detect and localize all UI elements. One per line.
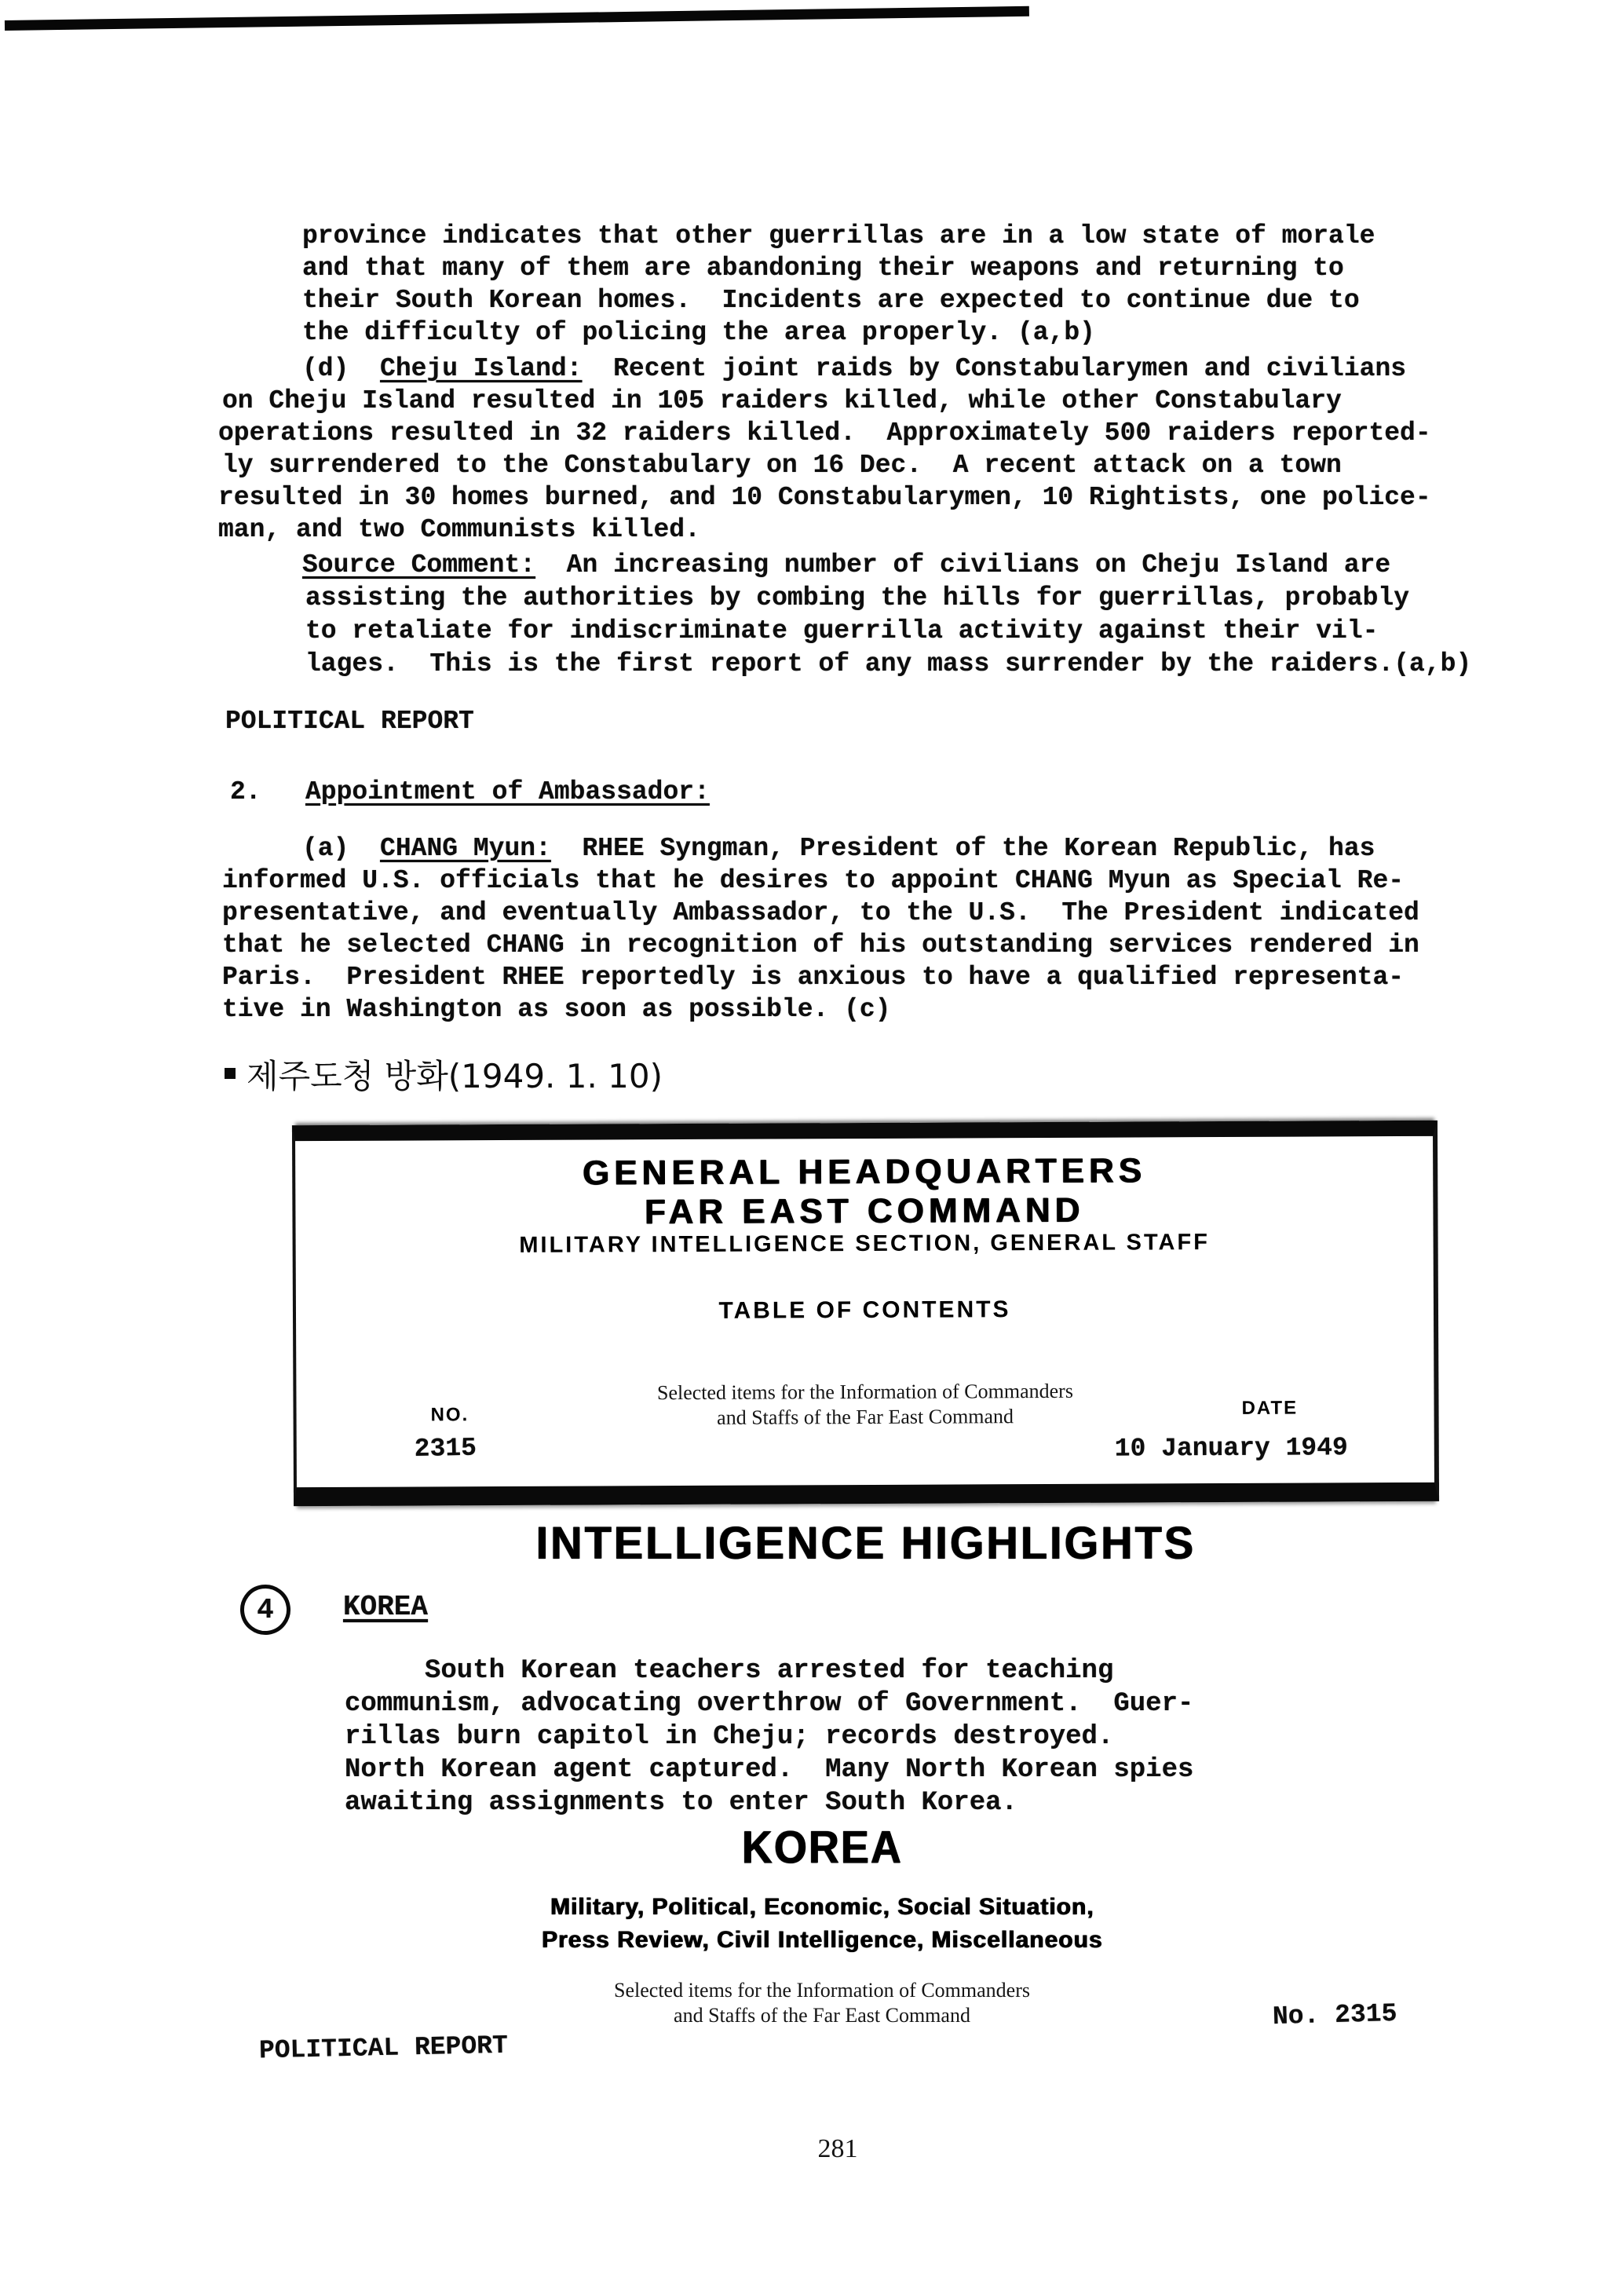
memo-line: informed U.S. officials that he desires to appoint CHANG Myun as Special Re- — [222, 866, 1405, 895]
appointment-of-ambassador-heading: Appointment of Ambassador: — [305, 777, 710, 806]
issue-number-value: 2315 — [414, 1433, 477, 1464]
summary-line: North Korean agent captured. Many North Korean spies — [345, 1755, 1194, 1785]
memo-line: the difficulty of policing the area properly. (a,b) — [302, 318, 1095, 347]
memo-line: that he selected CHANG in recognition of his outstanding services rendered in — [222, 930, 1419, 960]
summary-line: rillas burn capitol in Cheju; records destroyed. — [345, 1722, 1114, 1752]
toc-subtitle-line2: and Staffs of the Far East Command — [717, 1405, 1014, 1429]
memo-line: lages. This is the first report of any mass surrender by the raiders.(a,b) — [305, 649, 1472, 678]
scan-artifact-line — [5, 6, 1029, 31]
korea-banner-title: KOREA — [741, 1822, 903, 1874]
korea-section-heading: KOREA — [343, 1591, 429, 1623]
chang-myun-heading: CHANG Myun: — [380, 834, 551, 863]
circled-number-text: 4 — [257, 1593, 274, 1626]
table-of-contents-box — [292, 1121, 1439, 1506]
source-comment-heading: Source Comment: — [302, 550, 536, 579]
korea-note-line1: Selected items for the Information of Commanders — [614, 1979, 1030, 2002]
square-bullet-icon — [225, 1068, 236, 1079]
political-report-heading-bottom: POLITICAL REPORT — [258, 2031, 509, 2066]
memo-line: assisting the authorities by combing the hills for guerrillas, probably — [305, 583, 1410, 612]
memo-line: Paris. President RHEE reportedly is anxious to have a qualified representa- — [222, 963, 1405, 992]
korean-annotation-text: 제주도청 방화(1949. 1. 10) — [247, 1057, 663, 1095]
table-of-contents-title: TABLE OF CONTENTS — [718, 1296, 1011, 1324]
item-label: (d) — [302, 354, 381, 383]
korean-annotation — [225, 1051, 663, 1098]
memo-line: presentative, and eventually Ambassador, to the U.S. The President indicated — [222, 898, 1419, 927]
memo-line: and that many of them are abandoning their weapons and returning to — [302, 254, 1344, 283]
org-name-line1: GENERAL HEADQUARTERS — [582, 1151, 1146, 1193]
toc-subtitle-line1: Selected items for the Information of Commanders — [656, 1379, 1073, 1405]
cheju-island-heading: Cheju Island: — [380, 354, 583, 383]
intelligence-highlights-title: INTELLIGENCE HIGHLIGHTS — [535, 1516, 1196, 1569]
item-number: 2. — [230, 777, 261, 806]
korea-banner-subtitle2: Press Review, Civil Intelligence, Miscellaneous — [541, 1927, 1103, 1953]
memo-line: operations resulted in 32 raiders killed. Approximately 500 raiders reported- — [218, 419, 1431, 448]
circled-item-number — [237, 1581, 294, 1638]
memo-line-cheju-first: (d) Cheju Island: Recent joint raids by Constabularymen and civilians — [302, 354, 1407, 383]
memo-line: their South Korean homes. Incidents are expected to continue due to — [302, 286, 1360, 315]
issue-number-bottom: No. 2315 — [1272, 1998, 1397, 2032]
summary-line: South Korean teachers arrested for teaching — [425, 1656, 1114, 1686]
memo-line: tive in Washington as soon as possible. (c) — [222, 995, 891, 1024]
memo-line: ly surrendered to the Constabulary on 16 Dec. A recent attack on a town — [222, 451, 1342, 480]
summary-line: awaiting assignments to enter South Korea. — [345, 1788, 1017, 1818]
org-name-line2: FAR EAST COMMAND — [644, 1190, 1085, 1232]
date-value: 10 January 1949 — [1114, 1433, 1348, 1464]
korea-banner-subtitle1: Military, Political, Economic, Social Situation, — [550, 1894, 1094, 1920]
memo-line: resulted in 30 homes burned, and 10 Constabularymen, 10 Rightists, one police- — [218, 483, 1431, 512]
memo-line: on Cheju Island resulted in 105 raiders killed, while other Constabulary — [222, 386, 1342, 415]
org-name-line3: MILITARY INTELLIGENCE SECTION, GENERAL STAFF — [519, 1230, 1210, 1258]
memo-line: to retaliate for indiscriminate guerrilla activity against their vil- — [305, 616, 1379, 645]
memo-line: man, and two Communists killed. — [218, 515, 700, 544]
korea-note-line2: and Staffs of the Far East Command — [674, 2004, 970, 2027]
no-label: NO. — [430, 1404, 469, 1426]
item-label: (a) — [302, 834, 381, 863]
memo-line: province indicates that other guerrillas are in a low state of morale — [302, 221, 1375, 250]
page-number: 281 — [817, 2134, 858, 2163]
memo-line-chang-first: (a) CHANG Myun: RHEE Syngman, President of the Korean Republic, has — [302, 834, 1375, 863]
political-report-heading: POLITICAL REPORT — [225, 707, 474, 736]
summary-line: communism, advocating overthrow of Government. Guer- — [345, 1689, 1194, 1719]
memo-line-source-comment-first: Source Comment: An increasing number of civilians on Cheju Island are — [302, 550, 1391, 579]
date-label: DATE — [1241, 1397, 1299, 1419]
